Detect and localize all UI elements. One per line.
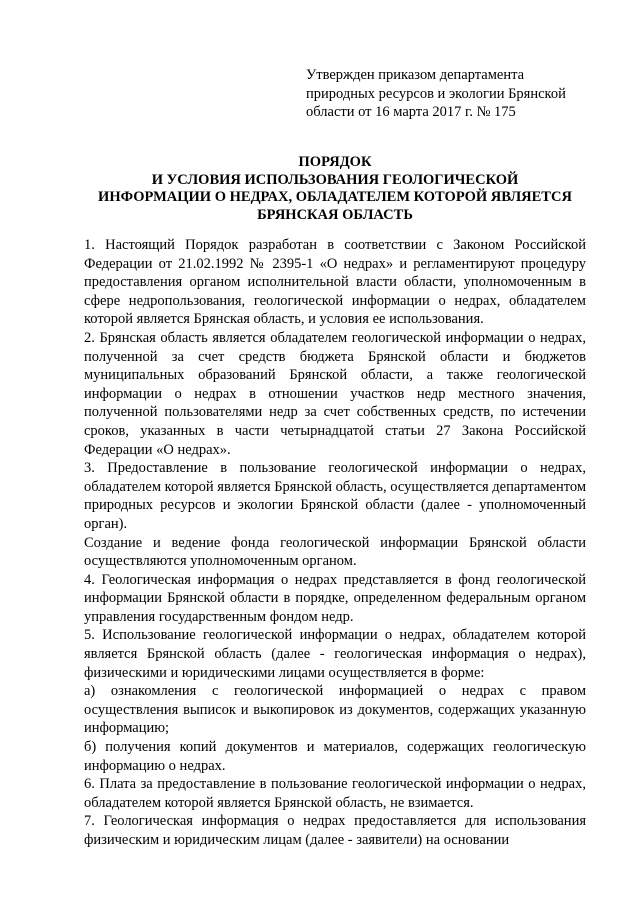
document-title <box>80 154 590 224</box>
paragraph-5a: а) ознакомления с геологической информацией о недрах с правом осуществления выписок и выкопировок из документов, содержащих указанную информацию; <box>84 683 586 737</box>
paragraph-7: 7. Геологическая информация о недрах предоставляется для использования физическим и юридическим лицам (далее - заявители) на основании <box>84 813 586 848</box>
title-line: И УСЛОВИЯ ИСПОЛЬЗОВАНИЯ ГЕОЛОГИЧЕСКОЙ <box>151 171 519 188</box>
paragraph-5: 5. Использование геологической информации о недрах, обладателем которой является Брянской область (далее - геологическая информация о недрах), физическими и юридическими лицами осуществляется в форме: <box>84 627 586 681</box>
paragraph-3-fund: Создание и ведение фонда геологической информации Брянской области осуществляются уполномоченным органом. <box>84 534 586 570</box>
title-line: БРЯНСКАЯ ОБЛАСТЬ <box>257 206 413 223</box>
approval-note <box>306 66 596 122</box>
title-line: ИНФОРМАЦИИ О НЕДРАХ, ОБЛАДАТЕЛЕМ КОТОРОЙ ЯВЛЯЕТСЯ <box>98 189 572 205</box>
paragraph-2: 2. Брянская область является обладателем геологической информации о недрах, полученной за счет средств бюджета Брянской области и бюджетов муниципальных образований Брянской области, а также геологической информации о недрах в отношении участков недр местного значения, полученной пользователями недр за счет собственных средств, по истечении сроков, указанных в части четырнадцатой статьи 27 Закона Российской Федерации «О недрах». <box>84 329 586 458</box>
title-line: ПОРЯДОК <box>298 154 372 170</box>
approval-line: Утвержден приказом департамента <box>306 67 525 83</box>
document-body <box>84 236 586 850</box>
paragraph-5b: б) получения копий документов и материалов, содержащих геологическую информацию о недрах. <box>84 739 586 774</box>
paragraph-3: 3. Предоставление в пользование геологической информации о недрах, обладателем которой является Брянской область, осуществляется департаментом природных ресурсов и экологии Брянской области (далее - уполномоченный орган). <box>84 460 586 532</box>
paragraph-6: 6. Плата за предоставление в пользование геологической информации о недрах, обладателем которой является Брянской область, не взимается. <box>84 776 586 811</box>
approval-line: области от 16 марта 2017 г. № 175 <box>306 104 516 120</box>
paragraph-1: 1. Настоящий Порядок разработан в соответствии с Законом Российской Федерации от 21.02.1992 № 2395-1 «О недрах» и регламентируют процедуру предоставления органом исполнительной власти области, уполномоченным в сфере недропользования, геологической информации о недрах, обладателем которой является Брянская область, и условия ее использования. <box>84 237 586 328</box>
approval-line: природных ресурсов и экологии Брянской <box>306 85 566 102</box>
paragraph-4: 4. Геологическая информация о недрах представляется в фонд геологической информации Брянской области в порядке, определенном федеральным органом управления государственным фондом недр. <box>84 571 586 625</box>
